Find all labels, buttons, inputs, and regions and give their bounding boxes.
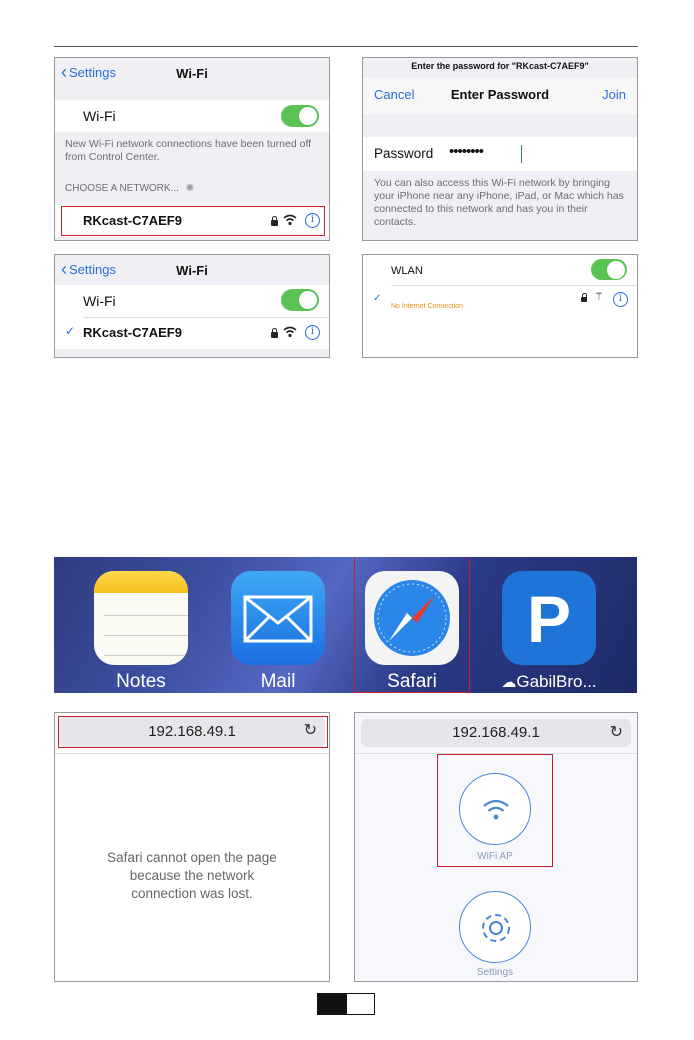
lock-icon xyxy=(581,297,587,302)
notes-icon[interactable] xyxy=(94,571,188,665)
wlan-label: WLAN xyxy=(391,265,423,277)
nav-bar xyxy=(55,255,329,285)
info-icon[interactable]: i xyxy=(305,325,320,340)
password-help-text: You can also access this Wi-Fi network by bringing your iPhone near any iPhone, iPad, or Mac which has connected to this network and has you in their contacts. xyxy=(374,177,624,228)
enter-password-panel xyxy=(362,57,638,241)
notes-lines xyxy=(104,615,188,616)
network-name[interactable]: RKcast-C7AEF9 xyxy=(83,325,182,340)
nav-title: Wi-Fi xyxy=(176,66,208,81)
wlan-toggle[interactable] xyxy=(591,259,627,280)
browser-error-panel xyxy=(54,712,330,982)
wifi-connected-panel xyxy=(54,254,330,358)
wifi-ap-label: WiFi AP xyxy=(477,851,513,862)
password-field[interactable]: •••••••• xyxy=(449,143,484,160)
cloud-download-icon: ☁ xyxy=(501,674,517,691)
error-message: Safari cannot open the page because the network connection was lost. xyxy=(107,850,277,901)
wifi-ap-highlight-box xyxy=(437,754,553,867)
app-label: ☁GabilBro... xyxy=(501,672,597,691)
browser-app-panel xyxy=(354,712,638,982)
wifi-signal-icon xyxy=(283,326,297,338)
url-text: 192.168.49.1 xyxy=(148,723,236,740)
p-letter: P xyxy=(526,582,572,656)
app-label: Notes xyxy=(116,671,166,692)
section-header: CHOOSE A NETWORK... ✺ xyxy=(65,183,195,194)
wifi-toggle[interactable] xyxy=(281,289,319,311)
connection-status: No Internet Connection xyxy=(391,303,463,310)
password-prompt: Enter the password for "RKcast-C7AEF9" xyxy=(411,61,589,71)
address-highlight-box xyxy=(58,716,328,748)
row-divider xyxy=(83,317,329,318)
page-marker-fill xyxy=(318,994,347,1014)
chevron-left-icon: ‹ xyxy=(61,62,67,82)
app-label: Safari xyxy=(387,671,437,692)
spinner-icon: ✺ xyxy=(185,183,195,194)
wlan-panel xyxy=(362,254,638,358)
reload-icon[interactable]: ↻ xyxy=(609,724,623,741)
app-label: Mail xyxy=(260,671,296,692)
notes-header xyxy=(94,571,188,593)
password-label: Password xyxy=(374,146,434,161)
wifi-label: Wi-Fi xyxy=(83,108,116,124)
home-screen-apps xyxy=(54,557,637,693)
wifi-settings-panel xyxy=(54,57,330,241)
parking-app-icon[interactable] xyxy=(502,571,596,665)
settings-button[interactable] xyxy=(459,891,531,963)
settings-label: Settings xyxy=(476,967,514,978)
password-title: Enter Password xyxy=(450,87,550,102)
join-button[interactable]: Join xyxy=(602,87,626,102)
gear-icon xyxy=(460,892,532,964)
address-bar[interactable] xyxy=(361,719,631,747)
text-cursor xyxy=(521,145,522,163)
checkmark-icon: ✓ xyxy=(373,293,382,304)
password-row xyxy=(363,137,637,171)
divider xyxy=(55,753,329,754)
top-divider xyxy=(54,46,638,47)
wifi-label: Wi-Fi xyxy=(83,293,116,309)
checkmark-icon: ✓ xyxy=(65,324,76,338)
mail-icon[interactable] xyxy=(231,571,325,665)
network-name: RKcast-C7AEF9 xyxy=(83,213,182,228)
page-marker xyxy=(317,993,375,1015)
envelope-icon xyxy=(231,571,325,665)
chevron-left-icon: ‹ xyxy=(61,259,67,279)
wifi-toggle[interactable] xyxy=(281,105,319,127)
control-center-notice: New Wi-Fi network connections have been turned off from Control Center. xyxy=(65,138,312,163)
wifi-toggle-row xyxy=(55,100,329,132)
nav-bar xyxy=(55,58,329,88)
safari-highlight-box xyxy=(354,557,470,693)
password-nav-bar xyxy=(363,78,637,114)
nav-title: Wi-Fi xyxy=(176,263,208,278)
cancel-button[interactable]: Cancel xyxy=(374,87,415,102)
url-text: 192.168.49.1 xyxy=(452,724,540,741)
info-icon[interactable]: i xyxy=(613,292,628,307)
info-icon[interactable]: i xyxy=(305,213,320,228)
back-button[interactable]: ‹ Settings xyxy=(61,259,116,279)
back-button[interactable]: ‹ Settings xyxy=(61,62,116,82)
row-divider xyxy=(391,285,637,286)
wifi-toggle-row xyxy=(55,285,329,349)
lock-icon xyxy=(271,332,278,338)
wifi-signal-icon: ⚚ xyxy=(594,291,604,303)
reload-icon[interactable]: ↻ xyxy=(303,722,317,739)
highlight-box xyxy=(61,206,325,236)
